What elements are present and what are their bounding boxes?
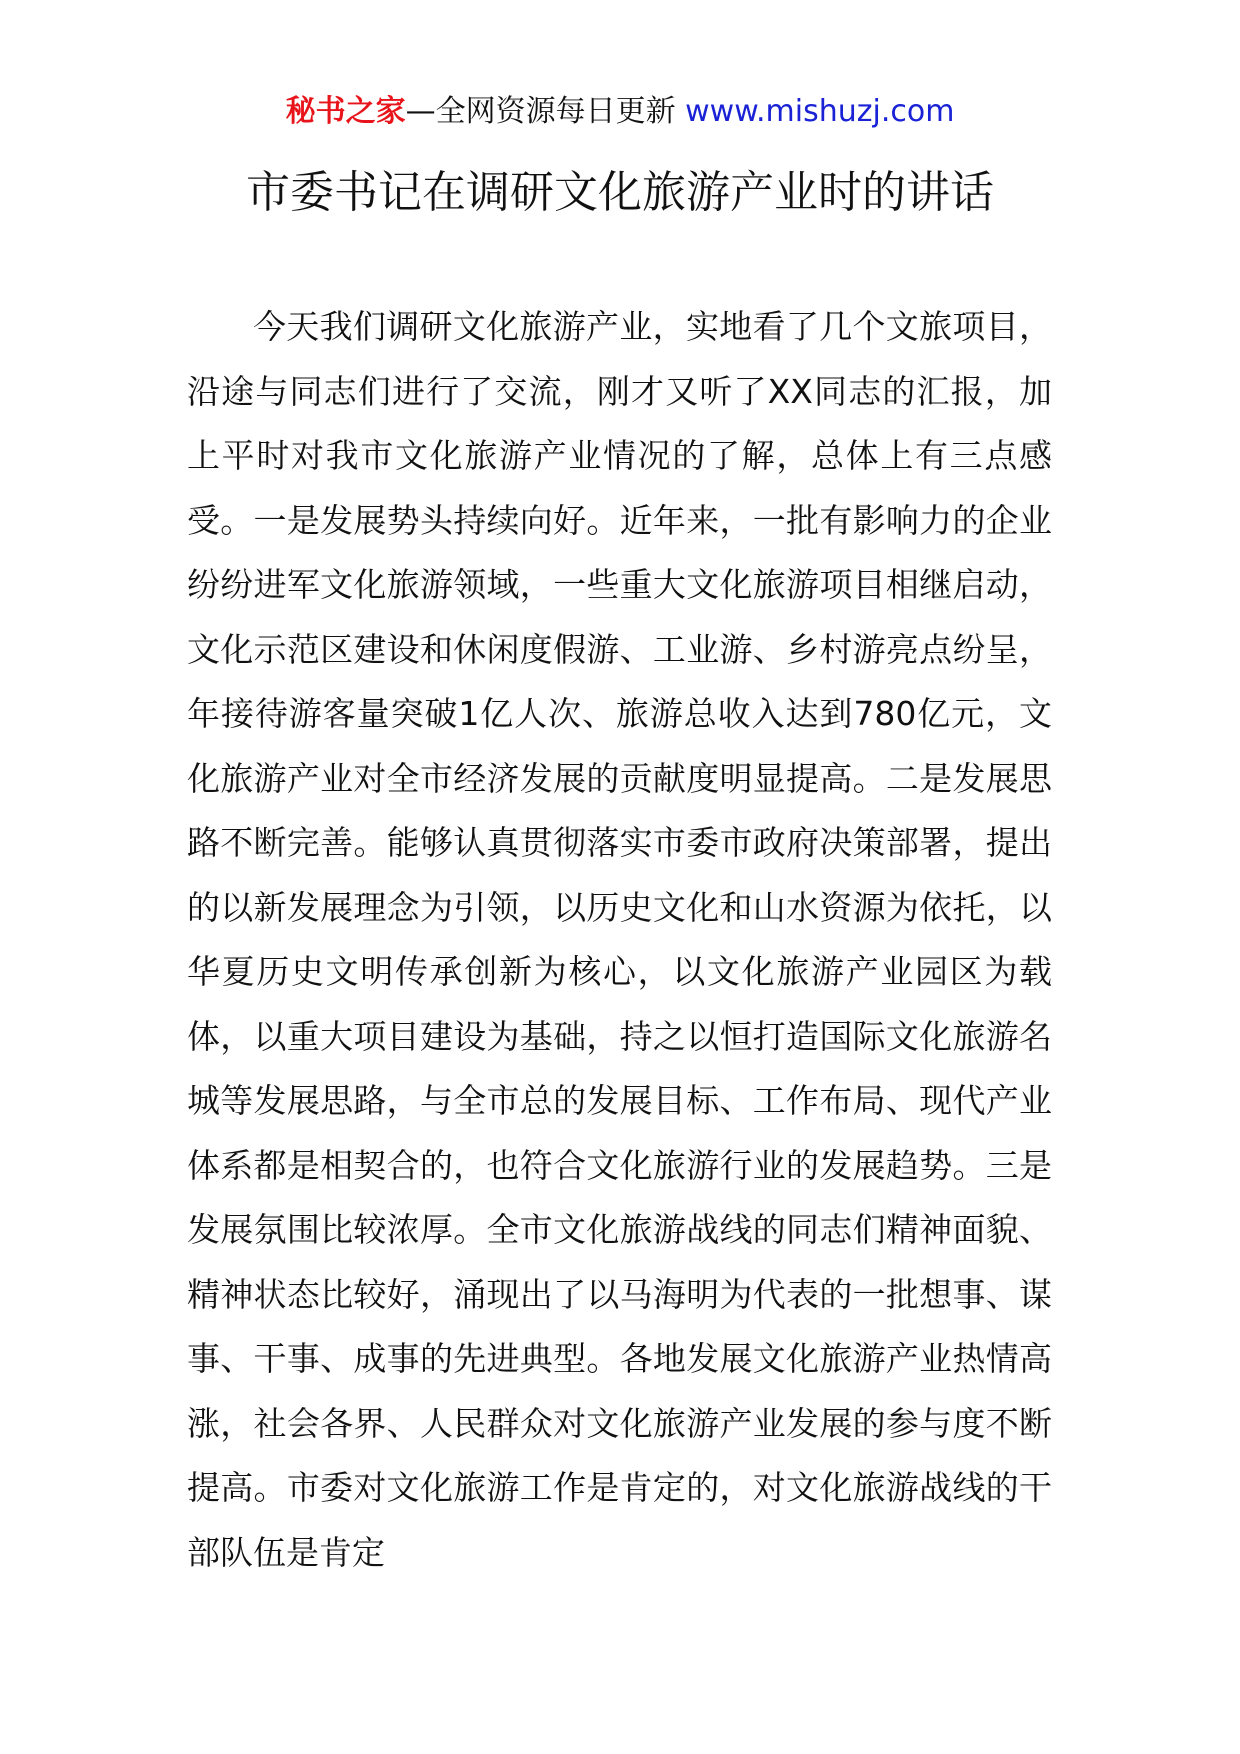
brand-name: 秘书之家 [285, 94, 406, 129]
site-url-link[interactable]: www.mishuzj.com [685, 94, 955, 129]
site-header [0, 92, 1240, 132]
header-tagline: —全网资源每日更新 [405, 94, 686, 129]
document-title: 市委书记在调研文化旅游产业时的讲话 [246, 167, 994, 218]
body-paragraph: 今天我们调研文化旅游产业，实地看了几个文旅项目，沿途与同志们进行了交流，刚才又听了XX同志的汇报，加上平时对我市文化旅游产业情况的了解，总体上有三点感受。一是发展势头持续向好。近年来，一批有影响力的企业纷纷进军文化旅游领域，一些重大文化旅游项目相继启动，文化示范区建设和休闲度假游、工业游、乡村游亮点纷呈，年接待游客量突破1亿人次、旅游总收入达到780亿元，文化旅游产业对全市经济发展的贡献度明显提高。二是发展思路不断完善。能够认真贯彻落实市委市政府决策部署，提出的以新发展理念为引领，以历史文化和山水资源为依托，以华夏历史文明传承创新为核心，以文化旅游产业园区为载体，以重大项目建设为基础，持之以恒打造国际文化旅游名城等发展思路，与全市总的发展目标、工作布局、现代产业体系都是相契合的，也符合文化旅游行业的发展趋势。三是发展氛围比较浓厚。全市文化旅游战线的同志们精神面貌、精神状态比较好，涌现出了以马海明为代表的一批想事、谋事、干事、成事的先进典型。各地发展文化旅游产业热情高涨，社会各界、人民群众对文化旅游产业发展的参与度不断提高。市委对文化旅游工作是肯定的，对文化旅游战线的干部队伍是肯定 [187, 307, 1052, 1572]
